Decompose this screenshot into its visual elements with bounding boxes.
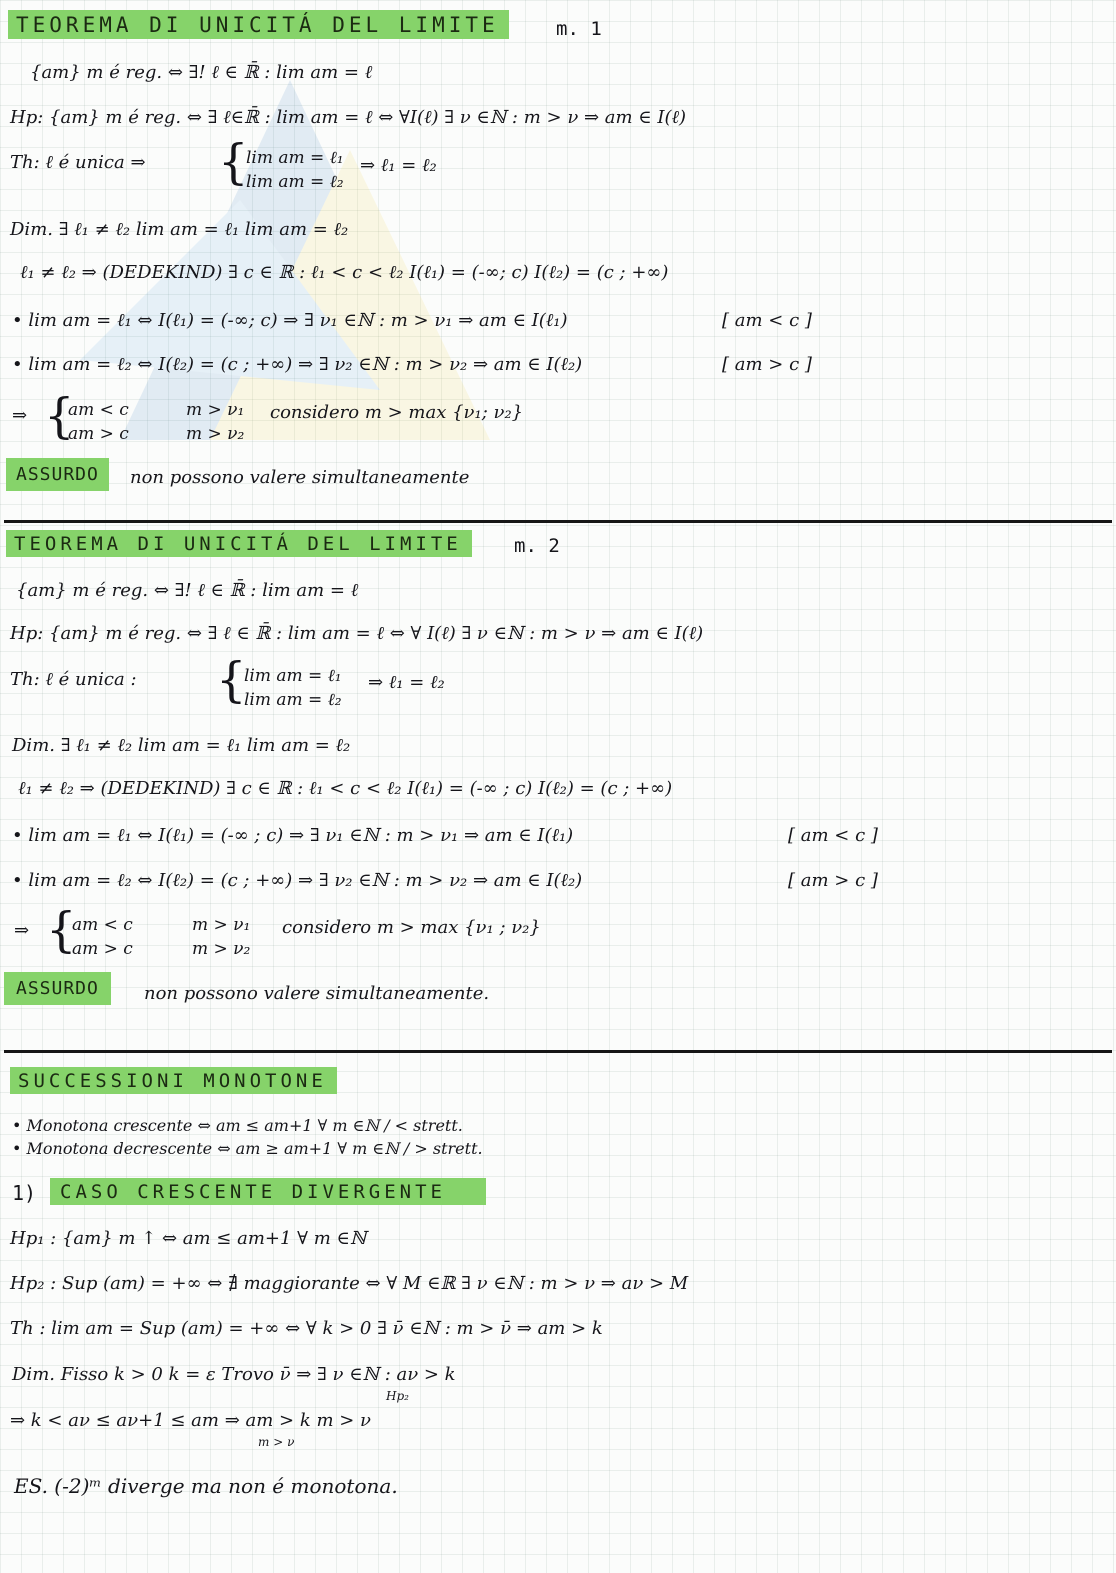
- system-cond-1: m > ν₁: [192, 915, 251, 935]
- definition-line: {am} m é reg. ⇔ ∃! ℓ ∈ ℝ̄ : lim am = ℓ: [16, 580, 359, 601]
- system-tail: considero m > max {ν₁ ; ν₂}: [282, 917, 541, 938]
- dedekind-line: ℓ₁ ≠ ℓ₂ ⇒ (DEDEKIND) ∃ c ∈ ℝ : ℓ₁ < c < ℓ₂ I(ℓ₁) = (-∞ ; c) I(ℓ₂) = (c ; +∞): [18, 778, 673, 799]
- bullet-limit-1: • lim am = ℓ₁ ⇔ I(ℓ₁) = (-∞ ; c) ⇒ ∃ ν₁ ∈ℕ : m > ν₁ ⇒ am ∈ I(ℓ₁): [12, 825, 574, 846]
- page-number: m. 1: [556, 18, 602, 40]
- absurd-label: ASSURDO: [6, 458, 109, 491]
- thesis-brace: {: [216, 652, 247, 708]
- bullet-limit-2: • lim am = ℓ₂ ⇔ I(ℓ₂) = (c ; +∞) ⇒ ∃ ν₂ ∈ℕ : m > ν₂ ⇒ am ∈ I(ℓ₂): [12, 354, 583, 375]
- system-arrow: ⇒: [14, 920, 30, 941]
- system-tail: considero m > max {ν₁; ν₂}: [270, 402, 524, 423]
- absurd-text: non possono valere simultaneamente: [130, 467, 470, 488]
- thesis-limit-1: lim am = ℓ₁: [246, 148, 344, 168]
- definition-line: {am} m é reg. ⇔ ∃! ℓ ∈ ℝ̄ : lim am = ℓ: [30, 62, 373, 83]
- hypothesis-line: Hp: {am} m é reg. ⇔ ∃ ℓ∈ℝ̄ : lim am = ℓ ⇔ ∀I(ℓ) ∃ ν ∈ℕ : m > ν ⇒ am ∈ I(ℓ): [10, 107, 687, 128]
- divider-2: [4, 1050, 1112, 1053]
- proof-line: Dim. ∃ ℓ₁ ≠ ℓ₂ lim am = ℓ₁ lim am = ℓ₂: [10, 219, 349, 240]
- thesis-line: Th : lim am = Sup (am) = +∞ ⇔ ∀ k > 0 ∃ ν̄ ∈ℕ : m > ν̄ ⇒ am > k: [10, 1318, 603, 1339]
- absurd-label: ASSURDO: [4, 972, 111, 1005]
- hypothesis-1: Hp₁ : {am} m ↑ ⇔ am ≤ am+1 ∀ m ∈ℕ: [10, 1228, 367, 1249]
- monotone-decreasing-def: • Monotona decrescente ⇔ am ≥ am+1 ∀ m ∈ℕ / > strett.: [12, 1139, 483, 1158]
- thesis-limit-1: lim am = ℓ₁: [244, 666, 342, 686]
- case-title: CASO CRESCENTE DIVERGENTE: [50, 1178, 486, 1205]
- system-ineq-2: am > c: [72, 939, 133, 959]
- system-arrow: ⇒: [12, 405, 28, 426]
- thesis-brace: {: [218, 134, 249, 190]
- thesis-limit-2: lim am = ℓ₂: [244, 690, 342, 710]
- bullet-limit-1-result: [ am < c ]: [788, 825, 878, 846]
- thesis-lead: Th: ℓ é unica :: [10, 669, 137, 690]
- thesis-lead: Th: ℓ é unica ⇒: [10, 152, 146, 173]
- bullet-limit-2-result: [ am > c ]: [722, 354, 812, 375]
- conclusion-note: m > ν: [258, 1435, 295, 1449]
- divider-1: [4, 520, 1112, 523]
- system-ineq-1: am < c: [68, 400, 129, 420]
- system-cond-1: m > ν₁: [186, 400, 245, 420]
- bullet-limit-2-result: [ am > c ]: [788, 870, 878, 891]
- thesis-conclusion: ⇒ ℓ₁ = ℓ₂: [360, 155, 437, 176]
- system-brace: {: [46, 902, 77, 958]
- bullet-limit-1-result: [ am < c ]: [722, 310, 812, 331]
- page-number: m. 2: [514, 535, 560, 557]
- hypothesis-2: Hp₂ : Sup (am) = +∞ ⇔ ∄ maggiorante ⇔ ∀ M ∈ℝ ∃ ν ∈ℕ : m > ν ⇒ aν > M: [10, 1273, 689, 1294]
- thesis-limit-2: lim am = ℓ₂: [246, 172, 344, 192]
- system-cond-2: m > ν₂: [186, 424, 245, 444]
- absurd-text: non possono valere simultaneamente.: [144, 983, 490, 1004]
- section-1-title: TEOREMA DI UNICITÁ DEL LIMITE: [8, 10, 509, 39]
- example-line: ES. (-2)ᵐ diverge ma non é monotona.: [14, 1474, 398, 1498]
- bullet-limit-1: • lim am = ℓ₁ ⇔ I(ℓ₁) = (-∞; c) ⇒ ∃ ν₁ ∈ℕ : m > ν₁ ⇒ am ∈ I(ℓ₁): [12, 310, 568, 331]
- dedekind-line: ℓ₁ ≠ ℓ₂ ⇒ (DEDEKIND) ∃ c ∈ ℝ : ℓ₁ < c < ℓ₂ I(ℓ₁) = (-∞; c) I(ℓ₂) = (c ; +∞): [20, 262, 669, 283]
- section-2-title: TEOREMA DI UNICITÁ DEL LIMITE: [6, 530, 472, 557]
- proof-line: Dim. Fisso k > 0 k = ε Trovo ν̄ ⇒ ∃ ν ∈ℕ : aν > k: [12, 1364, 456, 1385]
- case-number: 1): [12, 1181, 37, 1205]
- system-ineq-1: am < c: [72, 915, 133, 935]
- bullet-limit-2: • lim am = ℓ₂ ⇔ I(ℓ₂) = (c ; +∞) ⇒ ∃ ν₂ ∈ℕ : m > ν₂ ⇒ am ∈ I(ℓ₂): [12, 870, 583, 891]
- conclusion-line: ⇒ k < aν ≤ aν+1 ≤ am ⇒ am > k m > ν: [10, 1410, 371, 1431]
- section-3-title: SUCCESSIONI MONOTONE: [10, 1067, 337, 1094]
- system-ineq-2: am > c: [68, 424, 129, 444]
- monotone-increasing-def: • Monotona crescente ⇔ am ≤ am+1 ∀ m ∈ℕ / < strett.: [12, 1116, 463, 1135]
- hypothesis-line: Hp: {am} m é reg. ⇔ ∃ ℓ ∈ ℝ̄ : lim am = ℓ ⇔ ∀ I(ℓ) ∃ ν ∈ℕ : m > ν ⇒ am ∈ I(ℓ): [10, 623, 704, 644]
- proof-line: Dim. ∃ ℓ₁ ≠ ℓ₂ lim am = ℓ₁ lim am = ℓ₂: [12, 735, 351, 756]
- system-cond-2: m > ν₂: [192, 939, 251, 959]
- proof-hp2-note: Hp₂: [386, 1389, 409, 1403]
- system-brace: {: [44, 388, 75, 444]
- thesis-conclusion: ⇒ ℓ₁ = ℓ₂: [368, 672, 445, 693]
